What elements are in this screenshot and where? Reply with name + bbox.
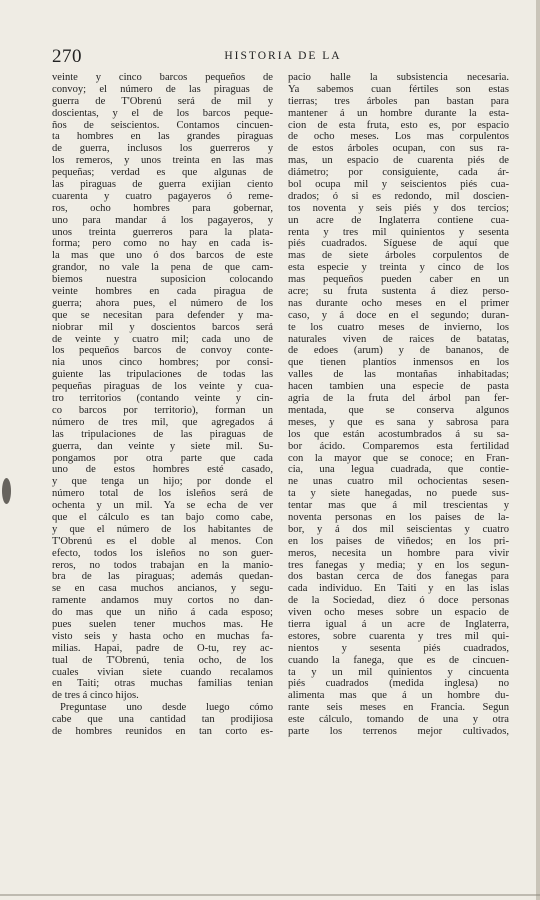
text-line: mas pequeños pueden caber en un [288,274,509,286]
text-line: este cálculo, tomando de una y otra [288,714,509,726]
page-number: 270 [52,46,82,67]
text-line: nas durante ocho meses en el primer [288,297,509,309]
text-line: guerra de T'Obrenú será de mil y [52,95,273,107]
text-line: do mas que un niño á cada esposo; [52,607,273,619]
text-line: piés cuadrados. Síguese de aquí que [288,238,509,250]
text-line: naturales viven de raices de batatas, [288,333,509,345]
text-line: que el cálculo es tan bajo como cabe, [52,511,273,523]
text-line: alimenta mas que á un hombre du- [288,690,509,702]
text-line: número total de los isleños será de [52,488,273,500]
page-bottom-edge [0,894,540,896]
page-edge [536,0,540,900]
text-line: Ya sabemos cuan fértiles son estas [288,83,509,95]
text-line: guerra, dan veinte y siete mil. Su- [52,440,273,452]
text-line: en Taiti; otras muchas familias tenian [52,678,273,690]
text-line: cia, una legua cuadrada, que contie- [288,464,509,476]
text-line: parte los terrenos mejor cultivados, [288,725,509,737]
text-line: diámetro; por consiguiente, cada ár- [288,167,509,179]
text-line: co barcos por territorio), forman un [52,404,273,416]
text-line: la mas que uno ó dos barcos de este [52,250,273,262]
running-head [52,46,514,68]
text-line: te los cuatro meses de invierno, los [288,321,509,333]
text-line: de tres á cinco hijos. [52,690,139,702]
text-line: que se necesitan para defender y ma- [52,309,273,321]
text-line: dos bastan cerca de dos fanegas para [288,571,509,583]
text-line: ochenta y un mil. Ya se echa de ver [52,500,273,512]
text-line: unos treinta guerreros para la plata- [52,226,273,238]
text-line: forma; pero como no hay en cada is- [52,238,273,250]
text-line: pongamos por otra parte que cada [52,452,273,464]
text-line: tentar mas que á mil trescientas y [288,500,509,512]
text-line: piés cuadrados (medida inglesa) no [288,678,509,690]
text-line: Preguntase uno desde luego cómo [60,702,273,714]
text-line: pequeñas piraguas de los veinte y cua- [52,381,273,393]
text-line: drados; ó si es redondo, mil doscien- [288,190,509,202]
text-line: los remeros, y unos treinta en las mas [52,155,273,167]
text-line: doscientas, y el de los barcos peque- [52,107,273,119]
text-line: agria de la fruta del árbol pan fer- [288,393,509,405]
text-line: grandor, no vale la pena de que cam- [52,262,273,274]
text-line: T'Obrenú es el doble al menos. Con [52,535,273,547]
text-line: tual de T'Obrenú, tenia ocho, de los [52,654,273,666]
text-line: visto seis y hasta ocho en muchas fa- [52,630,273,642]
text-line: renta y tres mil quinientos y sesenta [288,226,509,238]
text-line: las piraguas de guerra exijian ciento [52,179,273,191]
text-line: tro territorios (contando veinte y cin- [52,393,273,405]
text-line: valles de las montañas inhabitadas; [288,369,509,381]
text-line: viven ocho meses sobre un espacio de [288,607,509,619]
text-line: de ocho meses. Los mas corpulentos [288,131,509,143]
text-line: que tienen plantíos inmensos en los [288,357,509,369]
text-line: cada individuo. En Taiti y en las islas [288,583,509,595]
right-text-column [288,72,509,738]
text-line: cabe que una cantidad tan prodijiosa [52,714,273,726]
text-line: milias. Hapai, padre de O-tu, rey ac- [52,642,273,654]
text-line: ta hombres en las grandes piraguas [52,131,273,143]
text-line: de la Sociedad, diez ó doce personas [288,595,509,607]
text-line: veinte hombres en cada piragua de [52,286,273,298]
text-line: nia unos cinco hombres; por consi- [52,357,273,369]
text-line: tierras; tres árboles pan bastan para [288,95,509,107]
text-line: uno para mandar á los pagayeros, y [52,214,273,226]
text-line: bra de las piraguas; además quedan- [52,571,273,583]
text-line: los pequeños barcos de convoy conte- [52,345,273,357]
text-line: de edoes (arum) y de bananos, de [288,345,509,357]
text-line: mentada, que se conserva algunos [288,404,509,416]
text-line: se en casa muchos ancianos, y segu- [52,583,273,595]
text-line: de veinte y cuatro mil; cada uno de [52,333,273,345]
text-line: pacio halle la subsistencia necesaria. [288,72,509,83]
text-line: guiente las tripulaciones de todas las [52,369,273,381]
text-line: convoy; el número de las piraguas de [52,83,273,95]
text-line: bor ácido. Comparemos esta fertilidad [288,440,509,452]
running-title: HISTORIA DE LA [224,50,342,62]
text-line: tres fanegas y media; y en los segun- [288,559,509,571]
text-line: tos noventa y seis piés y dos tercios; [288,202,509,214]
text-line: número de tres mil, que agregados á [52,416,273,428]
text-line: tierra igual á un acre de Inglaterra, [288,618,509,630]
text-line: biemos nuestra suposicion colocando [52,274,273,286]
text-line: mas de siete árboles corpulentos de [288,250,509,262]
text-line: bol ocupa mil y seiscientos piés cua- [288,179,509,191]
text-line: estores, sobre cuarenta y tres mil qui- [288,630,509,642]
text-line: con la mayor que se conoce; en Fran- [288,452,509,464]
text-line: niobrar mil y doscientos barcos será [52,321,273,333]
text-line: ta y un mil quinientos y cincuenta [288,666,509,678]
text-line: pequeñas; verdad es que algunas de [52,167,273,179]
text-line: cuarenta y cuatro pagayeros ó reme- [52,190,273,202]
text-line: cion de esta fruta, esto es, por espacio [288,119,509,131]
text-line: acre; su fruta sustenta á diez perso- [288,286,509,298]
text-line: y que tenga un hijo; por donde el [52,476,273,488]
text-line: las tripulaciones de las piraguas de [52,428,273,440]
text-line: de estos árboles ocupan, con sus ra- [288,143,509,155]
text-line: cuando la fanega, que es de cincuen- [288,654,509,666]
text-line: ne unas cuatro mil ochocientas sesen- [288,476,509,488]
text-line: esta especie y treinta y cinco de los [288,262,509,274]
text-line: pues suelen tener muchos mas. He [52,618,273,630]
text-line: caso, y á doce en el segundo; duran- [288,309,509,321]
ink-smudge [2,478,11,504]
text-line: guerra; ahora pues, el número de los [52,297,273,309]
text-line: de hombres reunidos en tan corto es- [52,725,273,737]
text-line: meros, necesita un hombre para vivir [288,547,509,559]
text-line: efecto, todos los isleños no son guer- [52,547,273,559]
text-line: cuales vivian siete cuando recalamos [52,666,273,678]
text-line: mantener á un hombre durante la esta- [288,107,509,119]
text-line: uno de estos hombres esté casado, [52,464,273,476]
text-line: rante seis meses en Francia. Segun [288,702,509,714]
text-line: ros, ocho hombres para gobernar, [52,202,273,214]
text-line: ta y siete hanegadas, no puede sus- [288,488,509,500]
text-line: nientos y sesenta piés cuadrados, [288,642,509,654]
text-line: reros, no todos trabajan en la manio- [52,559,273,571]
text-line: ños de seiscientos. Contamos cincuen- [52,119,273,131]
text-line: de guerra, inclusos los guerreros y [52,143,273,155]
text-line: un acre de Inglaterra contiene cua- [288,214,509,226]
text-line: meses, y que es sana y sabrosa para [288,416,509,428]
text-line: en los paises de viñedos; en los pri- [288,535,509,547]
text-line: los que están acostumbrados á su sa- [288,428,509,440]
text-line: y que el número de los habitantes de [52,523,273,535]
text-line: noventa personas en los paises de la- [288,511,509,523]
text-line: hacen tambien una especie de pasta [288,381,509,393]
text-line: mas, un espacio de cuarenta piés de [288,155,509,167]
text-line: ramente andamos muy cortos no dan- [52,595,273,607]
left-text-column [52,72,273,738]
text-line: bor, y á dos mil seiscientas y cuatro [288,523,509,535]
text-line: veinte y cinco barcos pequeños de [52,72,273,83]
